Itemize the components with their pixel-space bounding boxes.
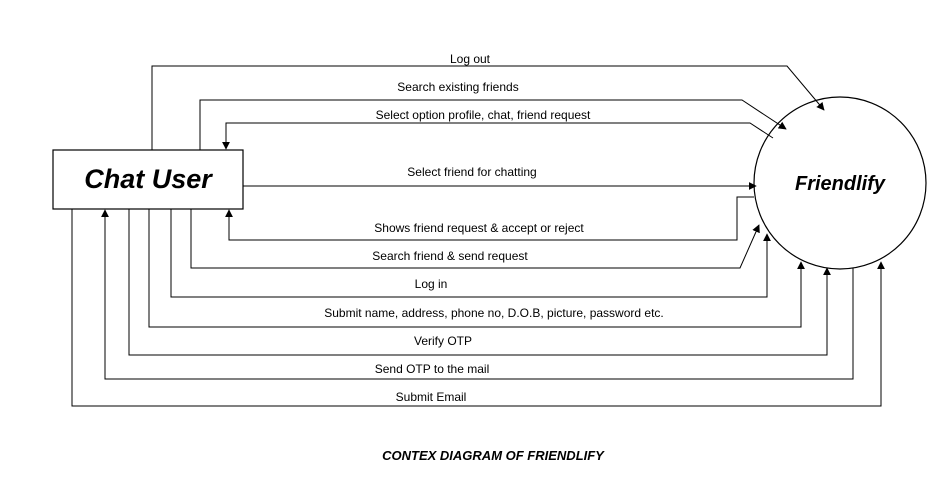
svg-text:Verify OTP: Verify OTP: [413, 334, 473, 348]
svg-text:Select option profile, chat, f: Select option profile, chat, friend request: [375, 108, 591, 122]
flow-select-option: [226, 108, 773, 149]
svg-text:Submit Email: Submit Email: [395, 390, 467, 404]
svg-text:Log out: Log out: [449, 52, 491, 66]
svg-text:Log in: Log in: [414, 277, 448, 291]
svg-text:Shows friend request & accept: Shows friend request & accept or reject: [374, 221, 584, 235]
svg-text:Send OTP to the mail: Send OTP to the mail: [374, 362, 490, 376]
flow-send-otp: [105, 210, 853, 379]
chat-user-label: Chat User: [84, 164, 212, 194]
friendlify-label: Friendlify: [794, 173, 886, 195]
flow-logout: [152, 52, 824, 150]
svg-text:Submit name, address, phone no: Submit name, address, phone no, D.O.B, picture, password etc.: [324, 306, 664, 320]
flow-select-friend: [243, 165, 756, 186]
svg-text:Search friend & send request: Search friend & send request: [372, 249, 528, 263]
diagram-caption: CONTEX DIAGRAM OF FRIENDLIFY: [382, 448, 604, 463]
svg-text:Select friend for chatting: Select friend for chatting: [407, 165, 537, 179]
svg-text:Search existing friends: Search existing friends: [397, 80, 519, 94]
flow-shows-request: [229, 197, 754, 240]
flow-search-send: [191, 209, 759, 268]
